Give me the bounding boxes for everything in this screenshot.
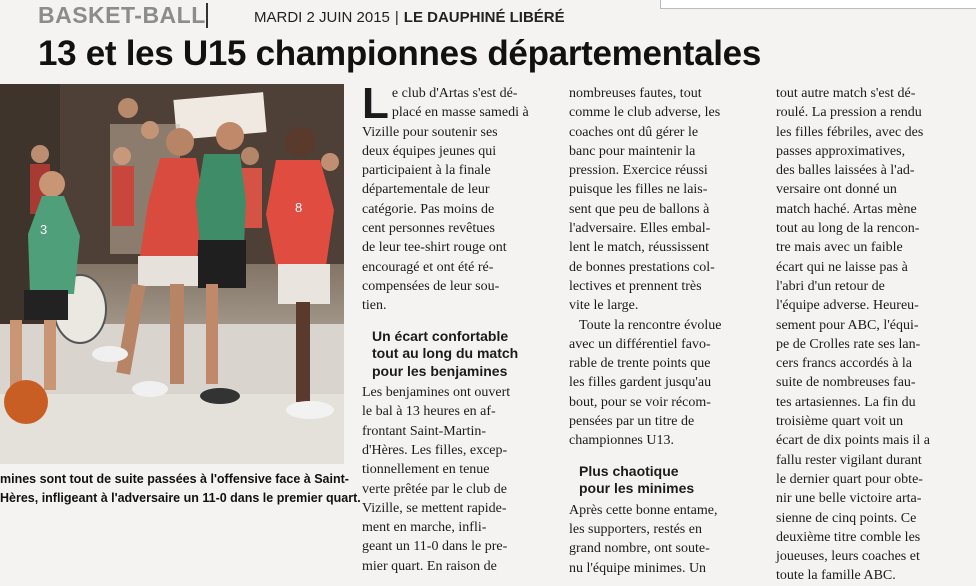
text-line: joueuses, leurs coaches et xyxy=(776,549,920,565)
text-line: Après cette bonne entame, xyxy=(569,502,718,518)
text-line: placé en masse samedi à xyxy=(391,105,529,121)
text-line: versaire ont donné un xyxy=(776,182,897,198)
text-line: départementale de leur xyxy=(362,182,490,198)
text-line: compensées de leur sou- xyxy=(362,278,500,294)
article-photo xyxy=(0,84,344,464)
text-line: nombreuses fautes, tout xyxy=(569,86,702,101)
text-line: bout, pour se voir récom- xyxy=(569,394,711,410)
text-line: troisième quart voit un xyxy=(776,414,904,430)
text-line: Les benjamines ont ouvert xyxy=(362,385,511,401)
text-line: deux équipes jeunes qui xyxy=(362,143,497,159)
page-header xyxy=(0,0,976,32)
text-line: avec un différentiel favo- xyxy=(569,336,711,352)
text-line: cent personnes revêtues xyxy=(362,221,495,237)
text-line: tout au long de la rencon- xyxy=(776,221,920,237)
text-line: tout autre match s'est dé- xyxy=(776,86,916,101)
text-line: fallu rester vigilant durant xyxy=(776,452,922,468)
dropcap: L xyxy=(362,79,389,128)
rubric-divider xyxy=(206,3,208,28)
text-line: encouragé et ont été ré- xyxy=(362,259,494,275)
dateline-separator: | xyxy=(394,9,399,26)
dateline xyxy=(254,9,565,26)
text-line: les filles fébriles, avec des xyxy=(776,124,924,140)
article-paragraph xyxy=(776,84,966,586)
text-line: match haché. Artas mène xyxy=(776,201,917,217)
text-line: tes artasiennes. La fin du xyxy=(776,394,916,410)
text-line: Vizille pour soutenir ses xyxy=(362,124,498,140)
text-line: mier quart. En raison de xyxy=(362,558,497,574)
text-line: l'abri d'un retour de xyxy=(776,278,885,294)
text-line: cers francs accordés à la xyxy=(776,356,913,372)
article-paragraph xyxy=(569,84,759,316)
text-line: vite le large. xyxy=(569,298,639,314)
text-line: l'équipe adverse. Heureu- xyxy=(776,298,919,314)
article-paragraph xyxy=(362,383,552,576)
article-paragraph xyxy=(569,501,759,578)
text-line: Vizille, se mettent rapide- xyxy=(362,500,507,516)
text-line: de bonnes prestations col- xyxy=(569,259,715,275)
article-intro xyxy=(362,79,552,316)
text-line: de leur tee-shirt rouge ont xyxy=(362,240,507,256)
photo-caption xyxy=(0,470,361,508)
article-paragraph xyxy=(569,316,759,451)
text-line: Plus chaotique xyxy=(579,462,679,479)
text-line: frontant Saint-Martin- xyxy=(362,423,487,439)
newspaper-name: LE DAUPHINÉ LIBÉRÉ xyxy=(403,9,565,26)
text-line: coaches ont dû gérer le xyxy=(569,124,699,140)
jersey-number-green: 3 xyxy=(40,222,48,237)
text-line: lent le match, réussissent xyxy=(569,240,709,256)
text-line: passes approximatives, xyxy=(776,143,906,159)
jersey-number-red: 8 xyxy=(295,200,303,215)
text-line: le dernier quart pour obte- xyxy=(776,471,923,487)
text-line: tre mais avec un faible xyxy=(776,240,903,256)
text-line: suite de nombreuses fau- xyxy=(776,375,916,391)
article-column-1 xyxy=(362,79,552,576)
text-line: ment en marche, infli- xyxy=(362,520,487,536)
section-rubric: BASKET-BALL xyxy=(38,2,206,28)
publication-date: MARDI 2 JUIN 2015 xyxy=(254,9,390,26)
text-line: comme le club adverse, les xyxy=(569,105,721,121)
text-line: sienne de cinq points. Ce xyxy=(776,510,917,526)
caption-line: mines sont tout de suite passées à l'offensive face à Saint- xyxy=(0,472,349,486)
subheading-benjamines xyxy=(372,328,552,381)
adjacent-article-edge xyxy=(660,0,976,9)
text-line: pression. Exercice réussi xyxy=(569,163,708,179)
text-line: sement pour ABC, l'équi- xyxy=(776,317,919,333)
text-line: les filles gardent jusqu'au xyxy=(569,375,712,391)
text-line: Toute la rencontre évolue xyxy=(579,317,722,333)
caption-line: Hères, infligeant à l'adversaire un 11-0 dans le premier quart. xyxy=(0,491,361,505)
text-line: tionnellement en tenue xyxy=(362,462,490,478)
text-line: écart qui ne laisse pas à xyxy=(776,259,908,275)
text-line: banc pour maintenir la xyxy=(569,143,696,159)
text-line: championnes U13. xyxy=(569,433,674,449)
text-line: deuxième titre comble les xyxy=(776,529,921,545)
text-line: puisque les filles ne lais- xyxy=(569,182,708,198)
text-line: nu l'équipe minimes. Un xyxy=(569,560,707,576)
text-line: pensées par un titre de xyxy=(569,414,695,430)
text-line: Un écart confortable xyxy=(372,327,509,344)
text-line: pour les minimes xyxy=(579,480,695,497)
text-line: les supporters, restés en xyxy=(569,521,702,537)
text-line: sent que peu de ballons à xyxy=(569,201,710,217)
text-line: catégorie. Pas moins de xyxy=(362,201,495,217)
text-line: tout au long du match xyxy=(372,345,519,362)
text-line: pour les benjamines xyxy=(372,362,508,379)
text-line: écart de dix points mais il a xyxy=(776,433,930,449)
basketball-photo-illustration xyxy=(0,84,344,464)
text-line: verte prêtée par le club de xyxy=(362,481,507,497)
article-column-2 xyxy=(569,84,759,578)
text-line: nir une belle victoire arta- xyxy=(776,491,922,507)
article-column-3 xyxy=(776,84,966,586)
text-line: le bal à 13 heures en af- xyxy=(362,404,496,420)
article-headline: 13 et les U15 championnes départementales xyxy=(38,34,762,73)
text-line: participaient à la finale xyxy=(362,163,491,179)
text-line: roulé. La pression a rendu xyxy=(776,105,922,121)
text-line: rable de trente points que xyxy=(569,356,711,372)
text-line: tien. xyxy=(362,298,387,314)
subheading-minimes xyxy=(579,463,759,498)
text-line: des balles laissées à l'ad- xyxy=(776,163,915,179)
text-line: grand nombre, ont soute- xyxy=(569,541,710,557)
text-line: e club d'Artas s'est dé- xyxy=(391,86,518,101)
text-line: geant un 11-0 dans le pre- xyxy=(362,539,508,555)
text-line: toute la famille ABC. xyxy=(776,568,896,584)
text-line: d'Hères. Les filles, excep- xyxy=(362,442,508,458)
text-line: pe de Crolles rate ses lan- xyxy=(776,336,921,352)
text-line: lectives et prennent très xyxy=(569,278,702,294)
text-line: l'adversaire. Elles embal- xyxy=(569,221,711,237)
